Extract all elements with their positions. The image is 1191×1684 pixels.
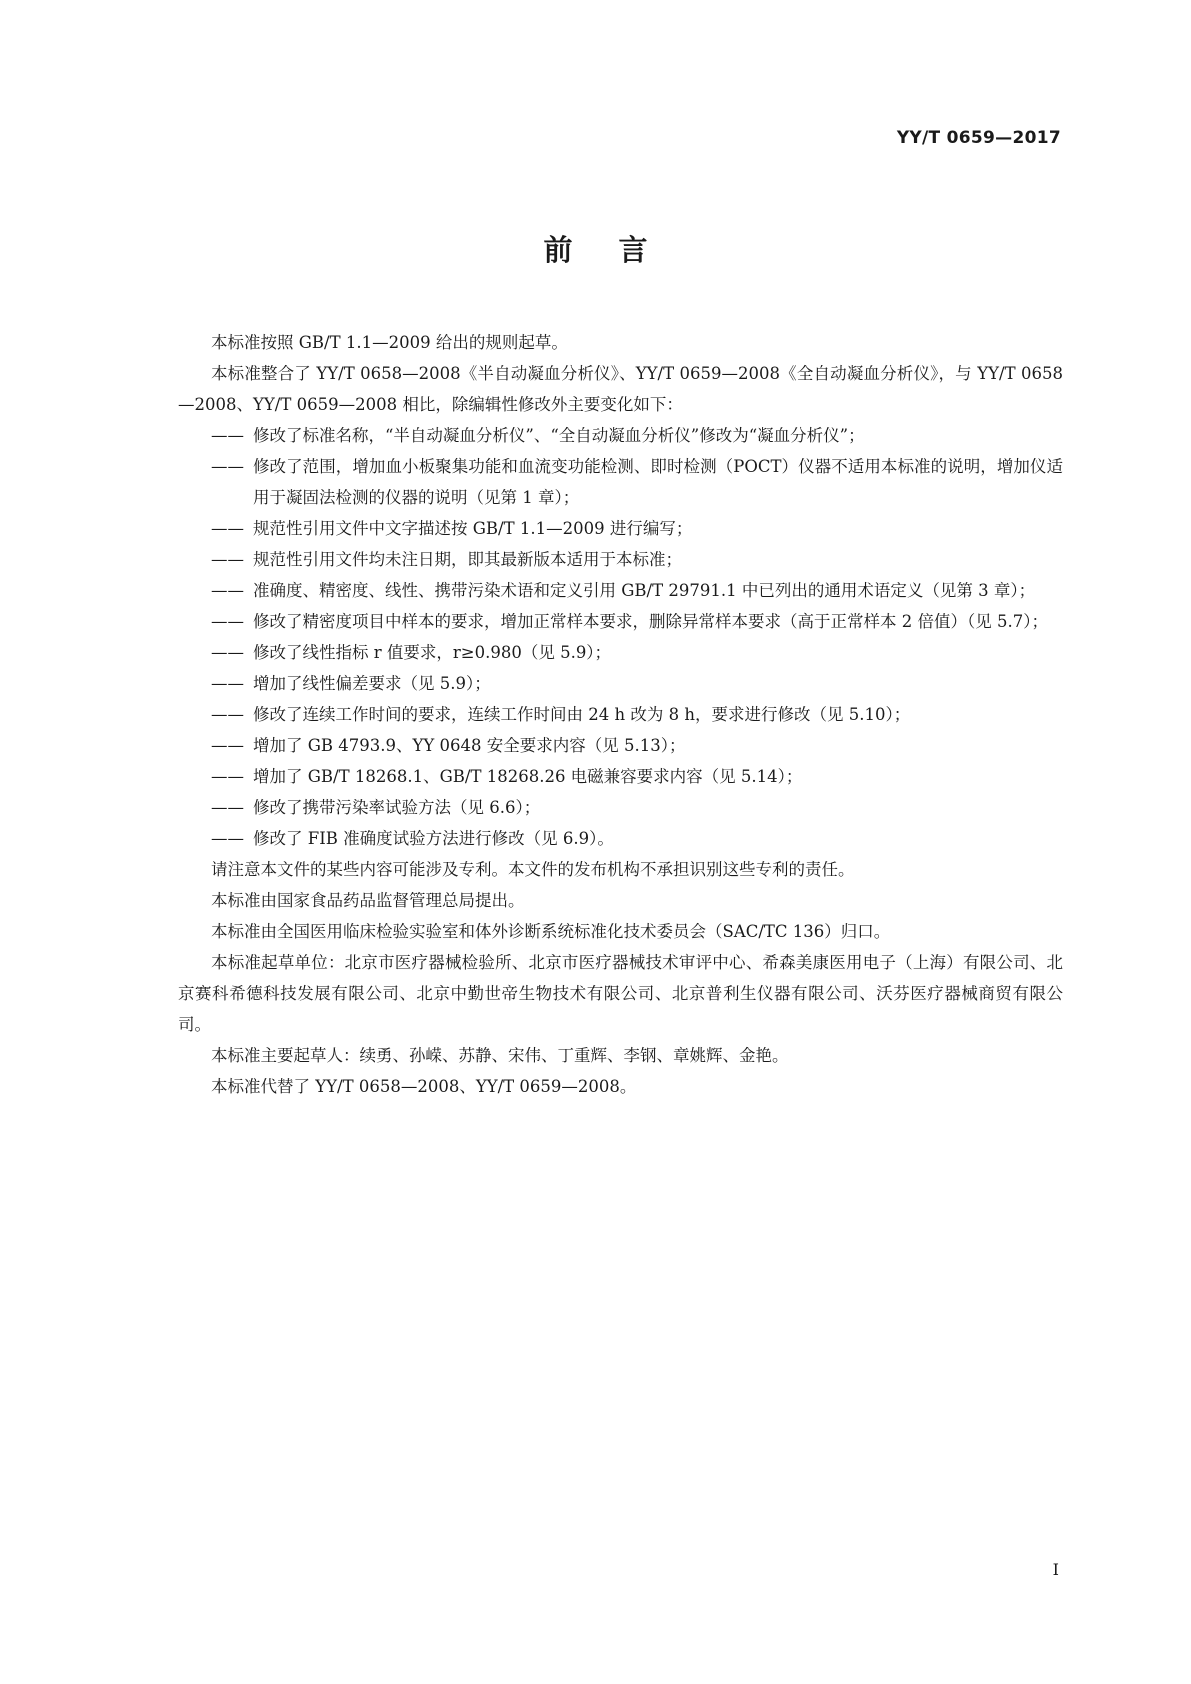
change-item — [178, 544, 1063, 575]
change-text: 修改了携带污染率试验方法（见 6.6）； — [253, 798, 541, 817]
change-text: 增加了线性偏差要求（见 5.9）； — [253, 674, 491, 693]
change-item — [178, 606, 1063, 637]
change-text: 修改了连续工作时间的要求，连续工作时间由 24 h 改为 8 h，要求进行修改（见 5.10）； — [253, 705, 911, 724]
paragraph-patent-notice: 请注意本文件的某些内容可能涉及专利。本文件的发布机构不承担识别这些专利的责任。 — [211, 860, 855, 879]
change-text: 增加了 GB 4793.9、YY 0648 安全要求内容（见 5.13）； — [253, 736, 686, 755]
change-item — [178, 823, 1063, 854]
dash-marker: —— — [211, 674, 244, 693]
dash-marker: —— — [211, 705, 244, 724]
paragraph-drafters: 本标准主要起草人：续勇、孙嵘、苏静、宋伟、丁重辉、李钢、章姚辉、金艳。 — [211, 1046, 789, 1065]
dash-marker: —— — [211, 581, 244, 600]
change-text: 修改了 FIB 准确度试验方法进行修改（见 6.9）。 — [253, 829, 614, 848]
change-item — [178, 420, 1063, 451]
page-title: 前言 — [543, 233, 694, 267]
change-text: 规范性引用文件中文字描述按 GB/T 1.1—2009 进行编写； — [253, 519, 693, 538]
page-number: I — [1052, 1560, 1059, 1579]
paragraph-integration: 本标准整合了 YY/T 0658—2008《半自动凝血分析仪》、YY/T 0659—2008《全自动凝血分析仪》，与 YY/T 0658—2008、YY/T 0659—2008 相比，除编辑性修改外主要变化如下： — [178, 364, 1063, 414]
change-text: 修改了线性指标 r 值要求，r≥0.980（见 5.9）； — [253, 643, 612, 662]
dash-marker: —— — [211, 426, 244, 445]
change-item — [178, 792, 1063, 823]
dash-marker: —— — [211, 643, 244, 662]
paragraph-replaces: 本标准代替了 YY/T 0658—2008、YY/T 0659—2008。 — [211, 1077, 637, 1096]
change-item — [178, 575, 1063, 606]
paragraph-technical-committee: 本标准由全国医用临床检验实验室和体外诊断系统标准化技术委员会（SAC/TC 136）归口。 — [211, 922, 891, 941]
change-text: 修改了标准名称，“半自动凝血分析仪”、“全自动凝血分析仪”修改为“凝血分析仪”； — [253, 426, 865, 445]
dash-marker: —— — [211, 519, 244, 538]
paragraph-proposed-by: 本标准由国家食品药品监督管理总局提出。 — [211, 891, 525, 910]
change-item — [178, 513, 1063, 544]
dash-marker: —— — [211, 829, 244, 848]
changes-list — [178, 420, 1063, 854]
dash-marker: —— — [211, 798, 244, 817]
change-item — [178, 699, 1063, 730]
dash-marker: —— — [211, 457, 244, 476]
dash-marker: —— — [211, 612, 244, 631]
standard-number: YY/T 0659—2017 — [896, 128, 1061, 148]
dash-marker: —— — [211, 736, 244, 755]
change-text: 规范性引用文件均未注日期，即其最新版本适用于本标准； — [253, 550, 682, 569]
change-item — [178, 637, 1063, 668]
dash-marker: —— — [211, 767, 244, 786]
change-item — [178, 451, 1063, 513]
change-item — [178, 761, 1063, 792]
paragraph-drafting-rules: 本标准按照 GB/T 1.1—2009 给出的规则起草。 — [211, 333, 568, 352]
change-text: 增加了 GB/T 18268.1、GB/T 18268.26 电磁兼容要求内容（见 5.14）； — [253, 767, 803, 786]
paragraph-drafting-units: 本标准起草单位：北京市医疗器械检验所、北京市医疗器械技术审评中心、希森美康医用电子（上海）有限公司、北京赛科希德科技发展有限公司、北京中勤世帝生物技术有限公司、北京普利生仪器有限公司、沃芬医疗器械商贸有限公司。 — [178, 953, 1063, 1034]
foreword-body — [178, 327, 1063, 1102]
change-text: 修改了精密度项目中样本的要求，增加正常样本要求，删除异常样本要求（高于正常样本 2 倍值）（见 5.7）； — [253, 612, 1048, 631]
change-text: 修改了范围，增加血小板聚集功能和血流变功能检测、即时检测（POCT）仪器不适用本标准的说明，增加仪适用于凝固法检测的仪器的说明（见第 1 章）； — [253, 457, 1063, 507]
change-item — [178, 730, 1063, 761]
change-text: 准确度、精密度、线性、携带污染术语和定义引用 GB/T 29791.1 中已列出的通用术语定义（见第 3 章）； — [253, 581, 1036, 600]
dash-marker: —— — [211, 550, 244, 569]
change-item — [178, 668, 1063, 699]
